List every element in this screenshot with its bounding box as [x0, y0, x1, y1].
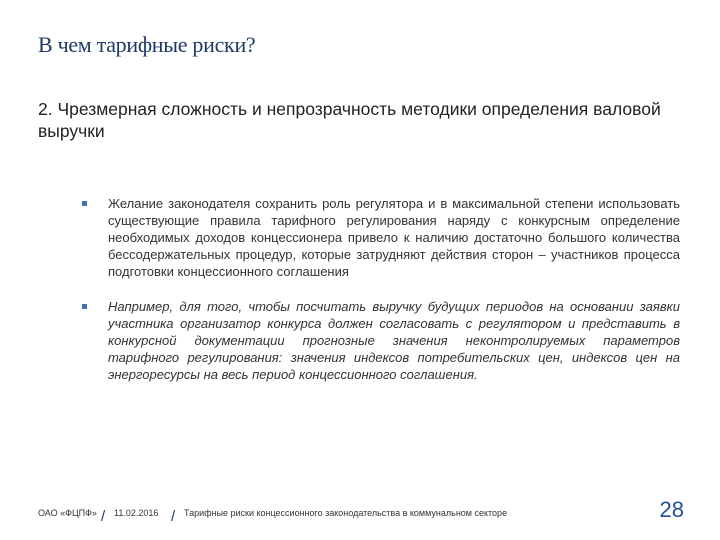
- footer-date: 11.02.2016: [114, 508, 159, 518]
- bullet-item: [80, 298, 680, 383]
- footer-caption: Тарифные риски концессионного законодательства в коммунальном секторе: [184, 508, 508, 518]
- bullet-text: Желание законодателя сохранить роль регулятора и в максимальной степени использовать существующие правила тарифного регулирования наряду с конкурсным определение необходимых доходов концессионера привело к наличию достаточно большого количества бессодержательных процедур, которые затрудняют действия сторон – участников процесса подготовки концессионного соглашения: [108, 196, 680, 279]
- bullet-list: [80, 195, 680, 401]
- bullet-text: Например, для того, чтобы посчитать выручку будущих периодов на основании заявки участника организатор конкурса должен согласовать с регулятором и представить в конкурсной документации прогнозные значения неконтролируемых параметров тарифного регулирования: значения индексов потребительских цен, индексов цен на энергоресурсы на весь период концессионного соглашения.: [108, 299, 680, 382]
- square-bullet-icon: [82, 304, 87, 309]
- square-bullet-icon: [82, 201, 87, 206]
- slide-title: В чем тарифные риски?: [38, 32, 256, 57]
- footer-separator: /: [171, 508, 176, 525]
- slide-subtitle: 2. Чрезмерная сложность и непрозрачность методики определения валовой выручки: [38, 99, 661, 141]
- page-number: 28: [659, 497, 684, 522]
- footer-org: ОАО «ФЦПФ»: [38, 508, 97, 518]
- bullet-item: [80, 195, 680, 280]
- footer-separator: /: [101, 508, 106, 525]
- footer: [38, 503, 678, 523]
